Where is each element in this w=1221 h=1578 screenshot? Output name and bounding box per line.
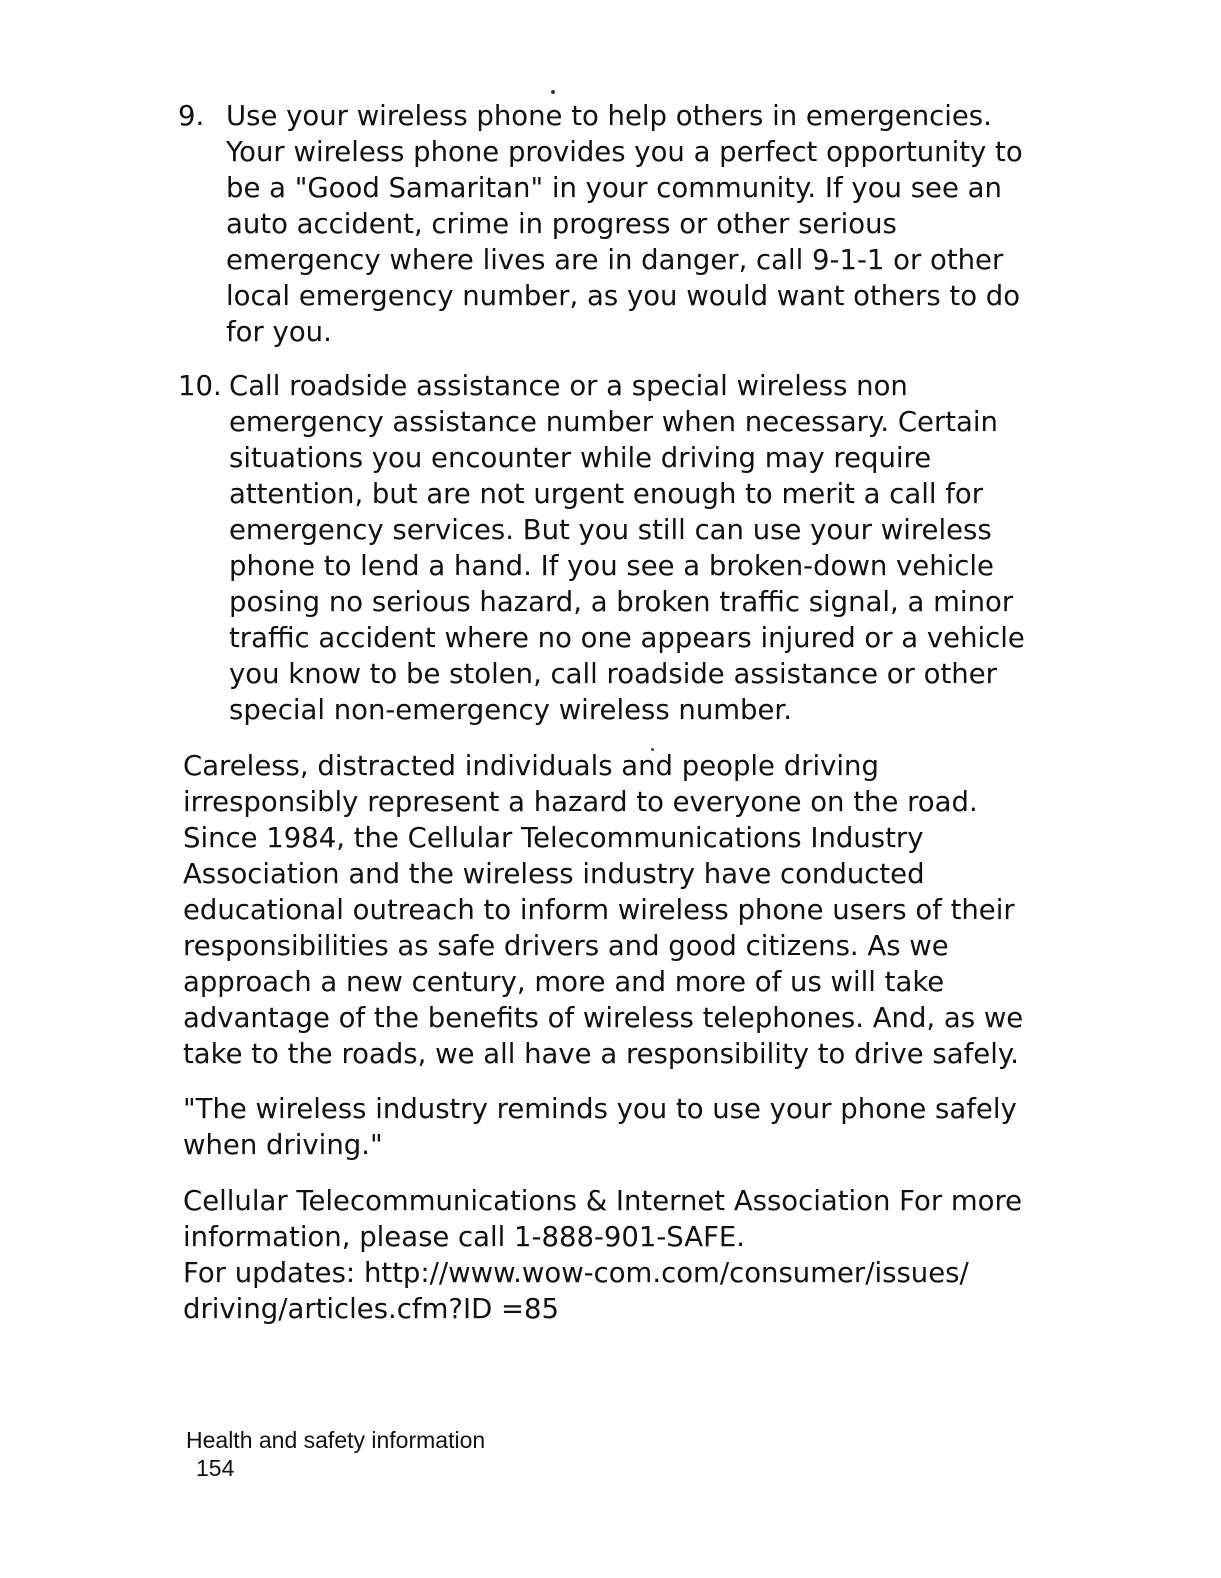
careless-drivers-paragraph: Careless, distracted individuals and people driving irresponsibly represent a hazard to everyone on the road. Since 1984, the Cellular Telecommunications Industry Association and the wireless industry have conducted educational outreach to inform wireless phone users of their responsibilities as safe drivers and good citizens. As we approach a new century, more and more of us will take advantage of the benefits of wireless telephones. And, as we take to the roads, we all have a responsibility to drive safely. — [183, 750, 1024, 1070]
page-number: 154 — [196, 1455, 235, 1481]
industry-quote-paragraph: "The wireless industry reminds you to use your phone safely when driving." — [183, 1093, 1017, 1161]
footer-section-title: Health and safety information — [186, 1427, 486, 1453]
list-item-number: 10. — [178, 370, 222, 402]
list-item-number: 9. — [178, 100, 205, 132]
list-item-text: Call roadside assistance or a special wireless non emergency assistance number when necessary. Certain situations you encounter while driving may require attention, but are not urgent enough to merit a call for emergency services. But you still can use your wireless phone to lend a hand. If you see a broken-down vehicle posing no serious hazard, a broken traffic signal, a minor traffic accident where no one appears injured or a vehicle you know to be stolen, call roadside assistance or other special non-emergency wireless number. — [229, 370, 1025, 726]
association-contact-paragraph: Cellular Telecommunications & Internet Association For more information, please call 1-888-901-SAFE. For updates: http://www.wow-com.com/consumer/issues/ driving/articles.cfm?ID =85 — [183, 1185, 1023, 1325]
page-footer — [186, 1426, 485, 1482]
list-item-text: Use your wireless phone to help others in emergencies. Your wireless phone provides you a perfect opportunity to be a "Good Samaritan" in your community. If you see an auto accident, crime in progress or other serious emergency where lives are in danger, call 9-1-1 or other local emergency number, as you would want others to do for you. — [226, 100, 1023, 348]
scan-speck — [551, 90, 555, 94]
